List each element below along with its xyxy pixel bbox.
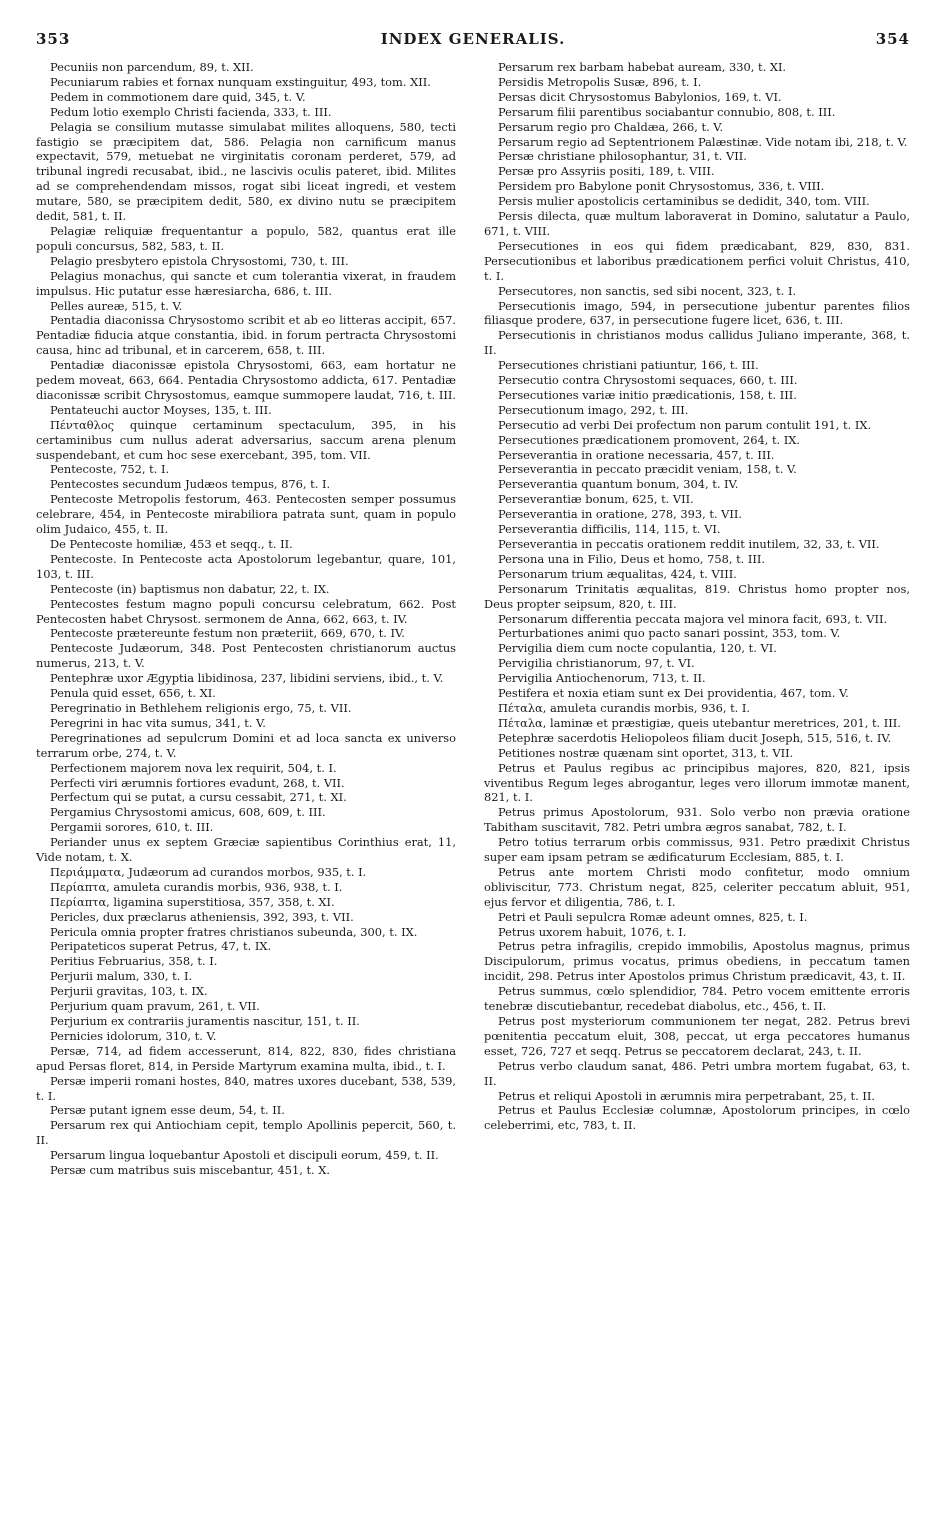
index-entry: Persæ pro Assyriis positi, 189, t. VIII. <box>498 164 715 179</box>
index-entry: Pecuniis non parcendum, 89, t. XII. <box>50 60 254 74</box>
index-entry: Petrus et Paulus regibus ac principibus majores, 820, 821, ipsis viventibus Regum leges abrogantur, leges vero illorum immotæ manent, 821, t. I. <box>484 760 910 805</box>
index-entry: Perfectum qui se putat, a cursu cessabit, 271, t. XI. <box>50 790 347 805</box>
index-entry: Petrus petra infragilis, crepido immobilis, Apostolus magnus, primus Discipulorum, primus vocatus, primus obediens, in peccatum tamen incidit, 298. Petrus inter Apostolos primus Christum prædicavit, 43, t. II. <box>484 939 910 984</box>
index-entry: Petrus ante mortem Christi modo confitetur, modo omnium obliviscitur, 773. Christum negat, 825, celeriter peccatum abluit, 951, ejus fervor et diligentia, 786, t. I. <box>484 864 910 909</box>
index-entry: Pervigilia diem cum nocte copulantia, 120, t. VI. <box>498 641 777 656</box>
index-entry: Peregrinatio in Bethlehem religionis ergo, 75, t. VII. <box>50 700 352 715</box>
index-entry: Pentecoste Judæorum, 348. Post Pentecosten christianorum auctus numerus, 213, t. V. <box>36 641 456 671</box>
index-entry: Peregrini in hac vita sumus, 341, t. V. <box>50 715 266 730</box>
index-entry: Peritius Februarius, 358, t. I. <box>50 954 218 969</box>
index-entry: Pelagiæ reliquiæ frequentantur a populo, 582, quantus erat ille populi concursus, 582, 583, t. II. <box>36 223 456 253</box>
page-number-left: 353 <box>36 30 71 48</box>
index-entry: Pentecoste Metropolis festorum, 463. Pentecosten semper possumus celebrare, 454, in Pentecoste mirabiliora patrata sunt, quam in populo olim Judaico, 455, t. II. <box>36 492 456 537</box>
index-entry: Persæ christiane philosophantur, 31, t. VII. <box>498 149 747 164</box>
index-entry: Perjurii gravitas, 103, t. IX. <box>50 984 208 999</box>
index-entry: Persarum regio ad Septentrionem Palæstinæ. Vide notam ibi, 218, t. V. <box>498 134 908 149</box>
index-entry: Persidem pro Babylone ponit Chrysostomus, 336, t. VIII. <box>498 179 825 194</box>
index-entry: Pedem in commotionem dare quid, 345, t. V. <box>50 89 306 104</box>
index-entry: Περιάμματα, Judæorum ad curandos morbos, 935, t. I. <box>50 864 367 879</box>
page-number-right: 354 <box>875 30 910 48</box>
index-entry: Perfecti viri ærumnis fortiores evadunt, 268, t. VII. <box>50 775 345 790</box>
index-entry: Petrus post mysteriorum communionem ter negat, 282. Petrus brevi pœnitentia peccatum eluit, 308, peccat, ut erga peccatores humanus esset, 726, 727 et seqq. Petrus se peccatorem declarat, 243, t. II. <box>484 1014 910 1058</box>
index-entry: Personarum Trinitatis æqualitas, 819. Christus homo propter nos, Deus propter seipsum, 820, t. III. <box>484 581 910 611</box>
index-entry: Petrus primus Apostolorum, 931. Solo verbo non prævia oratione Tabitham suscitavit, 782. Petri umbra ægros sanabat, 782, t. I. <box>484 805 910 835</box>
index-entry: Persecutores, non sanctis, sed sibi nocent, 323, t. I. <box>498 283 797 298</box>
index-entry: Pelles aureæ, 515, t. V. <box>50 298 183 313</box>
index-entry: Perseverantia difficilis, 114, 115, t. VI. <box>498 522 721 537</box>
index-entry: Peregrinationes ad sepulcrum Domini et ad loca sancta ex universo terrarum orbe, 274, t. V. <box>36 730 456 760</box>
index-entry: Persæ imperii romani hostes, 840, matres uxores ducebant, 538, 539, t. I. <box>36 1073 456 1103</box>
index-entry: Peripateticos superat Petrus, 47, t. IX. <box>50 939 272 954</box>
index-entry: Persæ, 714, ad fidem accesserunt, 814, 822, 830, fides christiana apud Persas floret, 814, in Perside Martyrum examina multa, ibid., t. I. <box>36 1043 456 1073</box>
index-entry: Petitiones nostræ quænam sint oportet, 313, t. VII. <box>498 745 794 760</box>
index-entry: Petrus et reliqui Apostoli in ærumnis mira perpetrabant, 25, t. II. <box>498 1088 875 1103</box>
page-header <box>36 24 910 54</box>
index-entry: Pergamii sorores, 610, t. III. <box>50 820 214 835</box>
index-entry: Pecuniarum rabies et fornax nunquam exstinguitur, 493, tom. XII. <box>50 74 431 89</box>
index-entry: Pentecoste. In Pentecoste acta Apostolorum legebantur, quare, 101, 103, t. III. <box>36 551 456 581</box>
index-entry: Persarum lingua loquebantur Apostoli et discipuli eorum, 459, t. II. <box>50 1148 439 1163</box>
index-entry: Petrus uxorem habuit, 1076, t. I. <box>498 924 687 939</box>
index-entry: Perseverantia in peccatis orationem reddit inutilem, 32, 33, t. VII. <box>498 537 880 551</box>
index-entry: Pentecostes secundum Judæos tempus, 876, t. I. <box>50 477 331 492</box>
index-entry: Περίαπτα, amuleta curandis morbis, 936, 938, t. I. <box>50 879 343 894</box>
index-entry: Persarum rex barbam habebat auream, 330, t. XI. <box>498 60 787 74</box>
index-entry: Pervigilia christianorum, 97, t. VI. <box>498 656 695 671</box>
index-entry: Pergamius Chrysostomi amicus, 608, 609, t. III. <box>50 805 326 820</box>
index-entry: Perseverantia in oratione, 278, 393, t. VII. <box>498 507 743 522</box>
index-entry: Pentecoste, 752, t. I. <box>50 462 170 477</box>
index-entry: Πέταλα, laminæ et præstigiæ, queis utebantur meretrices, 201, t. III. <box>498 715 901 730</box>
index-entry: Pentephræ uxor Ægyptia libidinosa, 237, libidini serviens, ibid., t. V. <box>50 671 444 686</box>
index-entry: Persecutionis in christianos modus callidus Juliano imperante, 368, t. II. <box>484 328 910 358</box>
index-entry: Petephræ sacerdotis Heliopoleos filiam ducit Joseph, 515, 516, t. IV. <box>498 730 892 745</box>
index-entry: Petrus verbo claudum sanat, 486. Petri umbra mortem fugabat, 63, t. II. <box>484 1058 910 1088</box>
index-entry: Petrus et Paulus Ecclesiæ columnæ, Apostolorum principes, in cœlo celeberrimi, etc, 783, t. II. <box>484 1103 910 1133</box>
index-entry: Petri et Pauli sepulcra Romæ adeunt omnes, 825, t. I. <box>498 909 808 924</box>
index-entry: Persecutiones christiani patiuntur, 166, t. III. <box>498 358 759 373</box>
index-entry: Persæ cum matribus suis miscebantur, 451, t. X. <box>50 1163 330 1178</box>
index-entry: Petrus summus, cœlo splendidior, 784. Petro vocem emittente erroris tenebræ discutiebantur, recedebat diabolus, etc., 456, t. II. <box>484 984 910 1014</box>
index-entry: Persarum filii parentibus sociabantur connubio, 808, t. III. <box>498 104 836 119</box>
index-entry: Persæ putant ignem esse deum, 54, t. II. <box>50 1103 285 1118</box>
index-entry: Personarum trium æqualitas, 424, t. VIII. <box>498 566 737 581</box>
index-entry: Perseverantiæ bonum, 625, t. VII. <box>498 492 694 507</box>
index-entry: Persidis Metropolis Susæ, 896, t. I. <box>498 74 702 89</box>
index-entry: Pericula omnia propter fratres christianos subeunda, 300, t. IX. <box>50 924 418 939</box>
index-entry: Περίαπτα, ligamina superstitiosa, 357, 358, t. XI. <box>50 894 335 909</box>
index-entry: Persecutio ad verbi Dei profectum non parum contulit 191, t. IX. <box>498 417 872 432</box>
index-entry: Pedum lotio exemplo Christi facienda, 333, t. III. <box>50 104 332 119</box>
index-entry: Pelagia se consilium mutasse simulabat milites alloquens, 580, tecti fastigio se præcipitem dat, 586. Pelagia non carnificum manus expectavit, 579, metuebat ne virginitatis coronam perderet, 579, ad tribunal ingredi recusabat, ibid., ne lascivis oculis pateret, ibid. Milites ad se comprehendendam missos, rogat sibi liceat ingredi, et vestem mutare, 580, se præcipitem dedit, 580, ex divino nutu se præcipitem dedit, 581, t. II. <box>36 119 456 224</box>
index-entry: Perseverantia in oratione necessaria, 457, t. III. <box>498 447 775 462</box>
index-entry: Penula quid esset, 656, t. XI. <box>50 686 216 701</box>
index-entry: Persecutiones in eos qui fidem prædicabant, 829, 830, 831. Persecutionibus et laboribus prædicationem perfici voluit Christus, 410, t. I. <box>484 238 910 283</box>
index-entry: Persona una in Filio, Deus et homo, 758, t. III. <box>498 551 766 566</box>
index-entry: Perjurii malum, 330, t. I. <box>50 969 193 984</box>
index-entry: Pentecoste (in) baptismus non dabatur, 22, t. IX. <box>50 581 330 596</box>
index-entry: Persas dicit Chrysostomus Babylonios, 169, t. VI. <box>498 89 782 104</box>
index-entry: Pentadia diaconissa Chrysostomo scribit et ab eo litteras accipit, 657. Pentadiæ fiducia atque constantia, ibid. in forum pertracta Chrysostomi causa, hinc ad tribunal, et in carcerem, 658, t. III. <box>36 313 456 358</box>
index-entry: Pervigilia Antiochenorum, 713, t. II. <box>498 671 706 686</box>
index-entry: Petro totius terrarum orbis commissus, 931. Petro prædixit Christus super eam ipsam petram se ædificaturum Ecclesiam, 885, t. I. <box>484 835 910 865</box>
index-entry: Persarum rex qui Antiochiam cepit, templo Apollinis pepercit, 560, t. II. <box>36 1118 456 1148</box>
index-entry: Pentadiæ diaconissæ epistola Chrysostomi, 663, eam hortatur ne pedem moveat, 663, 664. Pentadia Chrysostomo addicta, 617. Pentadiæ diaconissæ scribit Chrysostomus, eamque summopere laudat, 716, t. III. <box>36 358 456 402</box>
index-entry: Perfectionem majorem nova lex requirit, 504, t. I. <box>50 760 337 775</box>
index-entry: Pelagio presbytero epistola Chrysostomi, 730, t. III. <box>50 253 349 268</box>
index-entry: Pentecoste prætereunte festum non præteriit, 669, 670, t. IV. <box>50 626 405 641</box>
index-entry: Persecutionis imago, 594, in persecutione jubentur parentes filios filiasque prodere, 637, in persecutione fugere licet, 636, t. III. <box>484 298 910 328</box>
index-entry: Persecutio contra Chrysostomi sequaces, 660, t. III. <box>498 373 798 388</box>
index-entry: Πέταλα, amuleta curandis morbis, 936, t. I. <box>498 700 751 715</box>
page-title: INDEX GENERALIS. <box>380 30 566 48</box>
index-entry: Persecutiones prædicationem promovent, 264, t. IX. <box>498 432 801 447</box>
right-column <box>484 60 910 1133</box>
index-entry: Personarum differentia peccata majora vel minora facit, 693, t. VII. <box>498 611 888 626</box>
left-column <box>36 60 456 1178</box>
index-entry: Perjurium quam pravum, 261, t. VII. <box>50 999 260 1014</box>
index-entry: Persecutiones variæ initio prædicationis, 158, t. III. <box>498 387 797 402</box>
index-entry: Persecutionum imago, 292, t. III. <box>498 402 689 417</box>
index-entry: Pestifera et noxia etiam sunt ex Dei providentia, 467, tom. V. <box>498 686 849 701</box>
index-entry: Persarum regio pro Chaldæa, 266, t. V. <box>498 119 724 134</box>
index-entry: Perseverantia in peccato præcidit veniam, 158, t. V. <box>498 462 797 477</box>
index-entry: Perseverantia quantum bonum, 304, t. IV. <box>498 477 739 492</box>
index-entry: Pernicies idolorum, 310, t. V. <box>50 1028 217 1043</box>
index-entry: Pentecostes festum magno populi concursu celebratum, 662. Post Pentecosten habet Chrysost. sermonem de Anna, 662, 663, t. IV. <box>36 596 456 626</box>
index-entry: Persis dilecta, quæ multum laboraverat in Domino, salutatur a Paulo, 671, t. VIII. <box>484 209 910 238</box>
index-entry: Periander unus ex septem Græciæ sapientibus Corinthius erat, 11, Vide notam, t. X. <box>36 835 456 865</box>
index-entry: Perturbationes animi quo pacto sanari possint, 353, tom. V. <box>498 626 841 641</box>
index-entry: Pericles, dux præclarus atheniensis, 392, 393, t. VII. <box>50 909 354 924</box>
index-entry: Pentateuchi auctor Moyses, 135, t. III. <box>50 402 272 417</box>
index-entry: Perjurium ex contrariis juramentis nascitur, 151, t. II. <box>50 1014 360 1028</box>
index-entry: Persis mulier apostolicis certaminibus se dedidit, 340, tom. VIII. <box>498 194 870 209</box>
index-entry: Πένταθλος quinque certaminum spectaculum, 395, in his certaminibus cum nullus aderat adversarius, saccum arena plenum suspendebant, et cum hoc sese exercebant, 395, tom. VII. <box>36 417 456 462</box>
index-entry: Pelagius monachus, qui sancte et cum tolerantia vixerat, in fraudem impulsus. Hic putatur esse hæresiarcha, 686, t. III. <box>36 268 456 298</box>
index-entry: De Pentecoste homiliæ, 453 et seqq., t. II. <box>50 537 293 551</box>
